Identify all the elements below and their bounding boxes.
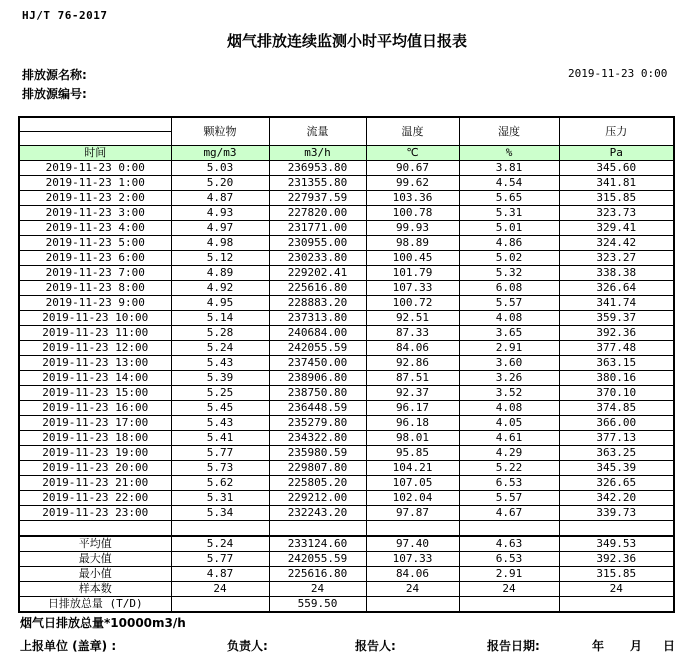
value-cell: 323.27 [559,251,674,266]
value-cell: 235980.59 [269,446,366,461]
value-cell: 96.18 [366,416,459,431]
value-cell: 103.36 [366,191,459,206]
time-cell: 2019-11-23 21:00 [19,476,171,491]
day-label: 日 [663,639,676,653]
time-cell: 2019-11-23 6:00 [19,251,171,266]
value-cell: 229202.41 [269,266,366,281]
value-cell: 6.53 [459,476,559,491]
time-cell: 2019-11-23 16:00 [19,401,171,416]
empty-cell [559,521,674,537]
value-cell: 4.86 [459,236,559,251]
summary-value-cell: 225616.80 [269,567,366,582]
summary-value-cell: 242055.59 [269,552,366,567]
value-cell: 92.86 [366,356,459,371]
value-cell: 4.54 [459,176,559,191]
time-cell: 2019-11-23 15:00 [19,386,171,401]
value-cell: 4.92 [171,281,269,296]
summary-row [19,582,674,597]
time-cell: 2019-11-23 8:00 [19,281,171,296]
value-cell: 5.57 [459,296,559,311]
summary-value-cell: 24 [269,582,366,597]
summary-row [19,567,674,582]
value-cell: 4.29 [459,446,559,461]
empty-cell [366,521,459,537]
time-header-split-bottom [19,132,171,146]
units-row [19,146,674,161]
time-cell: 2019-11-23 19:00 [19,446,171,461]
value-cell: 100.45 [366,251,459,266]
time-cell: 2019-11-23 18:00 [19,431,171,446]
value-cell: 225805.20 [269,476,366,491]
value-cell: 238906.80 [269,371,366,386]
value-cell: 98.01 [366,431,459,446]
month-label: 月 [630,639,643,653]
standard-number: HJ/T 76-2017 [22,9,108,22]
summary-row [19,552,674,567]
responsible-label: 负责人: [227,639,268,653]
column-header-pm: 颗粒物 [171,117,269,146]
value-cell: 229212.00 [269,491,366,506]
value-cell: 363.25 [559,446,674,461]
column-header-pressure: 压力 [559,117,674,146]
summary-value-cell: 4.63 [459,536,559,552]
table-row [19,206,674,221]
value-cell: 227937.59 [269,191,366,206]
value-cell: 3.65 [459,326,559,341]
table-row [19,161,674,176]
value-cell: 236448.59 [269,401,366,416]
time-cell: 2019-11-23 13:00 [19,356,171,371]
separator-row [19,521,674,537]
value-cell: 95.85 [366,446,459,461]
value-cell: 4.08 [459,311,559,326]
summary-value-cell [366,597,459,613]
unit-humidity: % [459,146,559,161]
value-cell: 5.01 [459,221,559,236]
value-cell: 315.85 [559,191,674,206]
summary-label-cell: 日排放总量 (T/D) [19,597,171,613]
table-row [19,341,674,356]
value-cell: 377.48 [559,341,674,356]
value-cell: 4.97 [171,221,269,236]
value-cell: 90.67 [366,161,459,176]
value-cell: 4.87 [171,191,269,206]
summary-value-cell: 4.87 [171,567,269,582]
table-row [19,386,674,401]
table-row [19,431,674,446]
source-code-label: 排放源编号: [22,87,87,101]
table-row [19,491,674,506]
summary-row [19,536,674,552]
value-cell: 5.45 [171,401,269,416]
column-header-flow: 流量 [269,117,366,146]
value-cell: 4.67 [459,506,559,521]
summary-value-cell: 6.53 [459,552,559,567]
time-cell: 2019-11-23 2:00 [19,191,171,206]
time-cell: 2019-11-23 23:00 [19,506,171,521]
table-row [19,176,674,191]
value-cell: 4.98 [171,236,269,251]
table-row [19,476,674,491]
value-cell: 5.32 [459,266,559,281]
table-row [19,371,674,386]
value-cell: 3.26 [459,371,559,386]
summary-row [19,597,674,613]
time-cell: 2019-11-23 5:00 [19,236,171,251]
unit-pm: mg/m3 [171,146,269,161]
table-row [19,266,674,281]
value-cell: 236953.80 [269,161,366,176]
value-cell: 228883.20 [269,296,366,311]
value-cell: 3.81 [459,161,559,176]
value-cell: 380.16 [559,371,674,386]
value-cell: 4.61 [459,431,559,446]
reporter-label: 报告人: [355,639,396,653]
summary-value-cell [559,597,674,613]
table-row [19,506,674,521]
value-cell: 6.08 [459,281,559,296]
value-cell: 234322.80 [269,431,366,446]
value-cell: 5.31 [459,206,559,221]
value-cell: 230955.00 [269,236,366,251]
value-cell: 342.20 [559,491,674,506]
value-cell: 5.41 [171,431,269,446]
value-cell: 326.65 [559,476,674,491]
table-row [19,221,674,236]
value-cell: 5.31 [171,491,269,506]
value-cell: 5.14 [171,311,269,326]
value-cell: 374.85 [559,401,674,416]
summary-value-cell: 107.33 [366,552,459,567]
value-cell: 107.05 [366,476,459,491]
time-cell: 2019-11-23 9:00 [19,296,171,311]
summary-value-cell: 392.36 [559,552,674,567]
table-row [19,281,674,296]
value-cell: 392.36 [559,326,674,341]
summary-value-cell [459,597,559,613]
report-datetime: 2019-11-23 0:00 [568,67,668,80]
value-cell: 231771.00 [269,221,366,236]
value-cell: 230233.80 [269,251,366,266]
value-cell: 4.05 [459,416,559,431]
value-cell: 329.41 [559,221,674,236]
summary-value-cell: 5.24 [171,536,269,552]
footer-note: 烟气日排放总量*10000m3/h [20,616,186,630]
value-cell: 3.52 [459,386,559,401]
value-cell: 225616.80 [269,281,366,296]
value-cell: 100.78 [366,206,459,221]
column-header-temp: 温度 [366,117,459,146]
value-cell: 4.93 [171,206,269,221]
table-row [19,236,674,251]
value-cell: 3.60 [459,356,559,371]
value-cell: 323.73 [559,206,674,221]
table-row [19,311,674,326]
year-label: 年 [592,639,605,653]
value-cell: 4.95 [171,296,269,311]
value-cell: 363.15 [559,356,674,371]
table-row [19,416,674,431]
time-header-label: 时间 [19,146,171,161]
value-cell: 5.43 [171,416,269,431]
value-cell: 341.74 [559,296,674,311]
summary-label-cell: 最大值 [19,552,171,567]
value-cell: 5.28 [171,326,269,341]
value-cell: 92.51 [366,311,459,326]
summary-value-cell: 5.77 [171,552,269,567]
table-row [19,191,674,206]
value-cell: 377.13 [559,431,674,446]
summary-value-cell: 24 [171,582,269,597]
value-cell: 237450.00 [269,356,366,371]
value-cell: 227820.00 [269,206,366,221]
value-cell: 324.42 [559,236,674,251]
value-cell: 102.04 [366,491,459,506]
value-cell: 87.51 [366,371,459,386]
time-cell: 2019-11-23 0:00 [19,161,171,176]
value-cell: 101.79 [366,266,459,281]
empty-cell [171,521,269,537]
empty-cell [269,521,366,537]
value-cell: 238750.80 [269,386,366,401]
summary-label-cell: 最小值 [19,567,171,582]
report-unit-label: 上报单位 (盖章) : [20,639,117,653]
summary-value-cell: 233124.60 [269,536,366,552]
value-cell: 5.25 [171,386,269,401]
value-cell: 237313.80 [269,311,366,326]
summary-value-cell: 24 [366,582,459,597]
value-cell: 4.89 [171,266,269,281]
value-cell: 5.02 [459,251,559,266]
time-cell: 2019-11-23 1:00 [19,176,171,191]
column-header-humidity: 湿度 [459,117,559,146]
value-cell: 5.65 [459,191,559,206]
value-cell: 229807.80 [269,461,366,476]
value-cell: 107.33 [366,281,459,296]
time-cell: 2019-11-23 22:00 [19,491,171,506]
value-cell: 326.64 [559,281,674,296]
value-cell: 96.17 [366,401,459,416]
unit-pressure: Pa [559,146,674,161]
empty-cell [459,521,559,537]
value-cell: 2.91 [459,341,559,356]
time-cell: 2019-11-23 11:00 [19,326,171,341]
table-row [19,356,674,371]
table-body [19,161,674,521]
value-cell: 87.33 [366,326,459,341]
value-cell: 231355.80 [269,176,366,191]
summary-body [19,521,674,613]
value-cell: 98.89 [366,236,459,251]
value-cell: 5.43 [171,356,269,371]
header-row-top [19,117,674,132]
time-cell: 2019-11-23 7:00 [19,266,171,281]
value-cell: 341.81 [559,176,674,191]
value-cell: 370.10 [559,386,674,401]
value-cell: 242055.59 [269,341,366,356]
source-name-label: 排放源名称: [22,68,87,82]
time-cell: 2019-11-23 12:00 [19,341,171,356]
report-date-label: 报告日期: [487,639,540,653]
value-cell: 5.03 [171,161,269,176]
table-row [19,326,674,341]
value-cell: 5.12 [171,251,269,266]
value-cell: 5.57 [459,491,559,506]
time-cell: 2019-11-23 14:00 [19,371,171,386]
value-cell: 235279.80 [269,416,366,431]
value-cell: 92.37 [366,386,459,401]
value-cell: 345.39 [559,461,674,476]
summary-label-cell: 平均值 [19,536,171,552]
value-cell: 5.34 [171,506,269,521]
value-cell: 5.24 [171,341,269,356]
time-cell: 2019-11-23 10:00 [19,311,171,326]
value-cell: 5.20 [171,176,269,191]
time-cell: 2019-11-23 4:00 [19,221,171,236]
value-cell: 84.06 [366,341,459,356]
value-cell: 5.22 [459,461,559,476]
time-cell: 2019-11-23 17:00 [19,416,171,431]
value-cell: 99.62 [366,176,459,191]
table-row [19,251,674,266]
time-header-split-top [19,117,171,132]
summary-value-cell: 24 [459,582,559,597]
value-cell: 4.08 [459,401,559,416]
time-cell: 2019-11-23 20:00 [19,461,171,476]
value-cell: 232243.20 [269,506,366,521]
value-cell: 5.62 [171,476,269,491]
report-table [18,116,675,613]
value-cell: 359.37 [559,311,674,326]
summary-value-cell: 97.40 [366,536,459,552]
summary-value-cell [171,597,269,613]
table-row [19,401,674,416]
summary-value-cell: 2.91 [459,567,559,582]
value-cell: 366.00 [559,416,674,431]
value-cell: 5.39 [171,371,269,386]
summary-value-cell: 24 [559,582,674,597]
summary-value-cell: 349.53 [559,536,674,552]
table-row [19,446,674,461]
value-cell: 5.77 [171,446,269,461]
value-cell: 5.73 [171,461,269,476]
summary-value-cell: 84.06 [366,567,459,582]
unit-temp: ℃ [366,146,459,161]
value-cell: 339.73 [559,506,674,521]
time-cell: 2019-11-23 3:00 [19,206,171,221]
value-cell: 104.21 [366,461,459,476]
value-cell: 97.87 [366,506,459,521]
unit-flow: m3/h [269,146,366,161]
page-title: 烟气排放连续监测小时平均值日报表 [226,32,467,50]
value-cell: 100.72 [366,296,459,311]
value-cell: 99.93 [366,221,459,236]
empty-cell [19,521,171,537]
summary-value-cell: 315.85 [559,567,674,582]
summary-value-cell: 559.50 [269,597,366,613]
table-row [19,296,674,311]
value-cell: 345.60 [559,161,674,176]
value-cell: 240684.00 [269,326,366,341]
value-cell: 338.38 [559,266,674,281]
table-row [19,461,674,476]
summary-label-cell: 样本数 [19,582,171,597]
